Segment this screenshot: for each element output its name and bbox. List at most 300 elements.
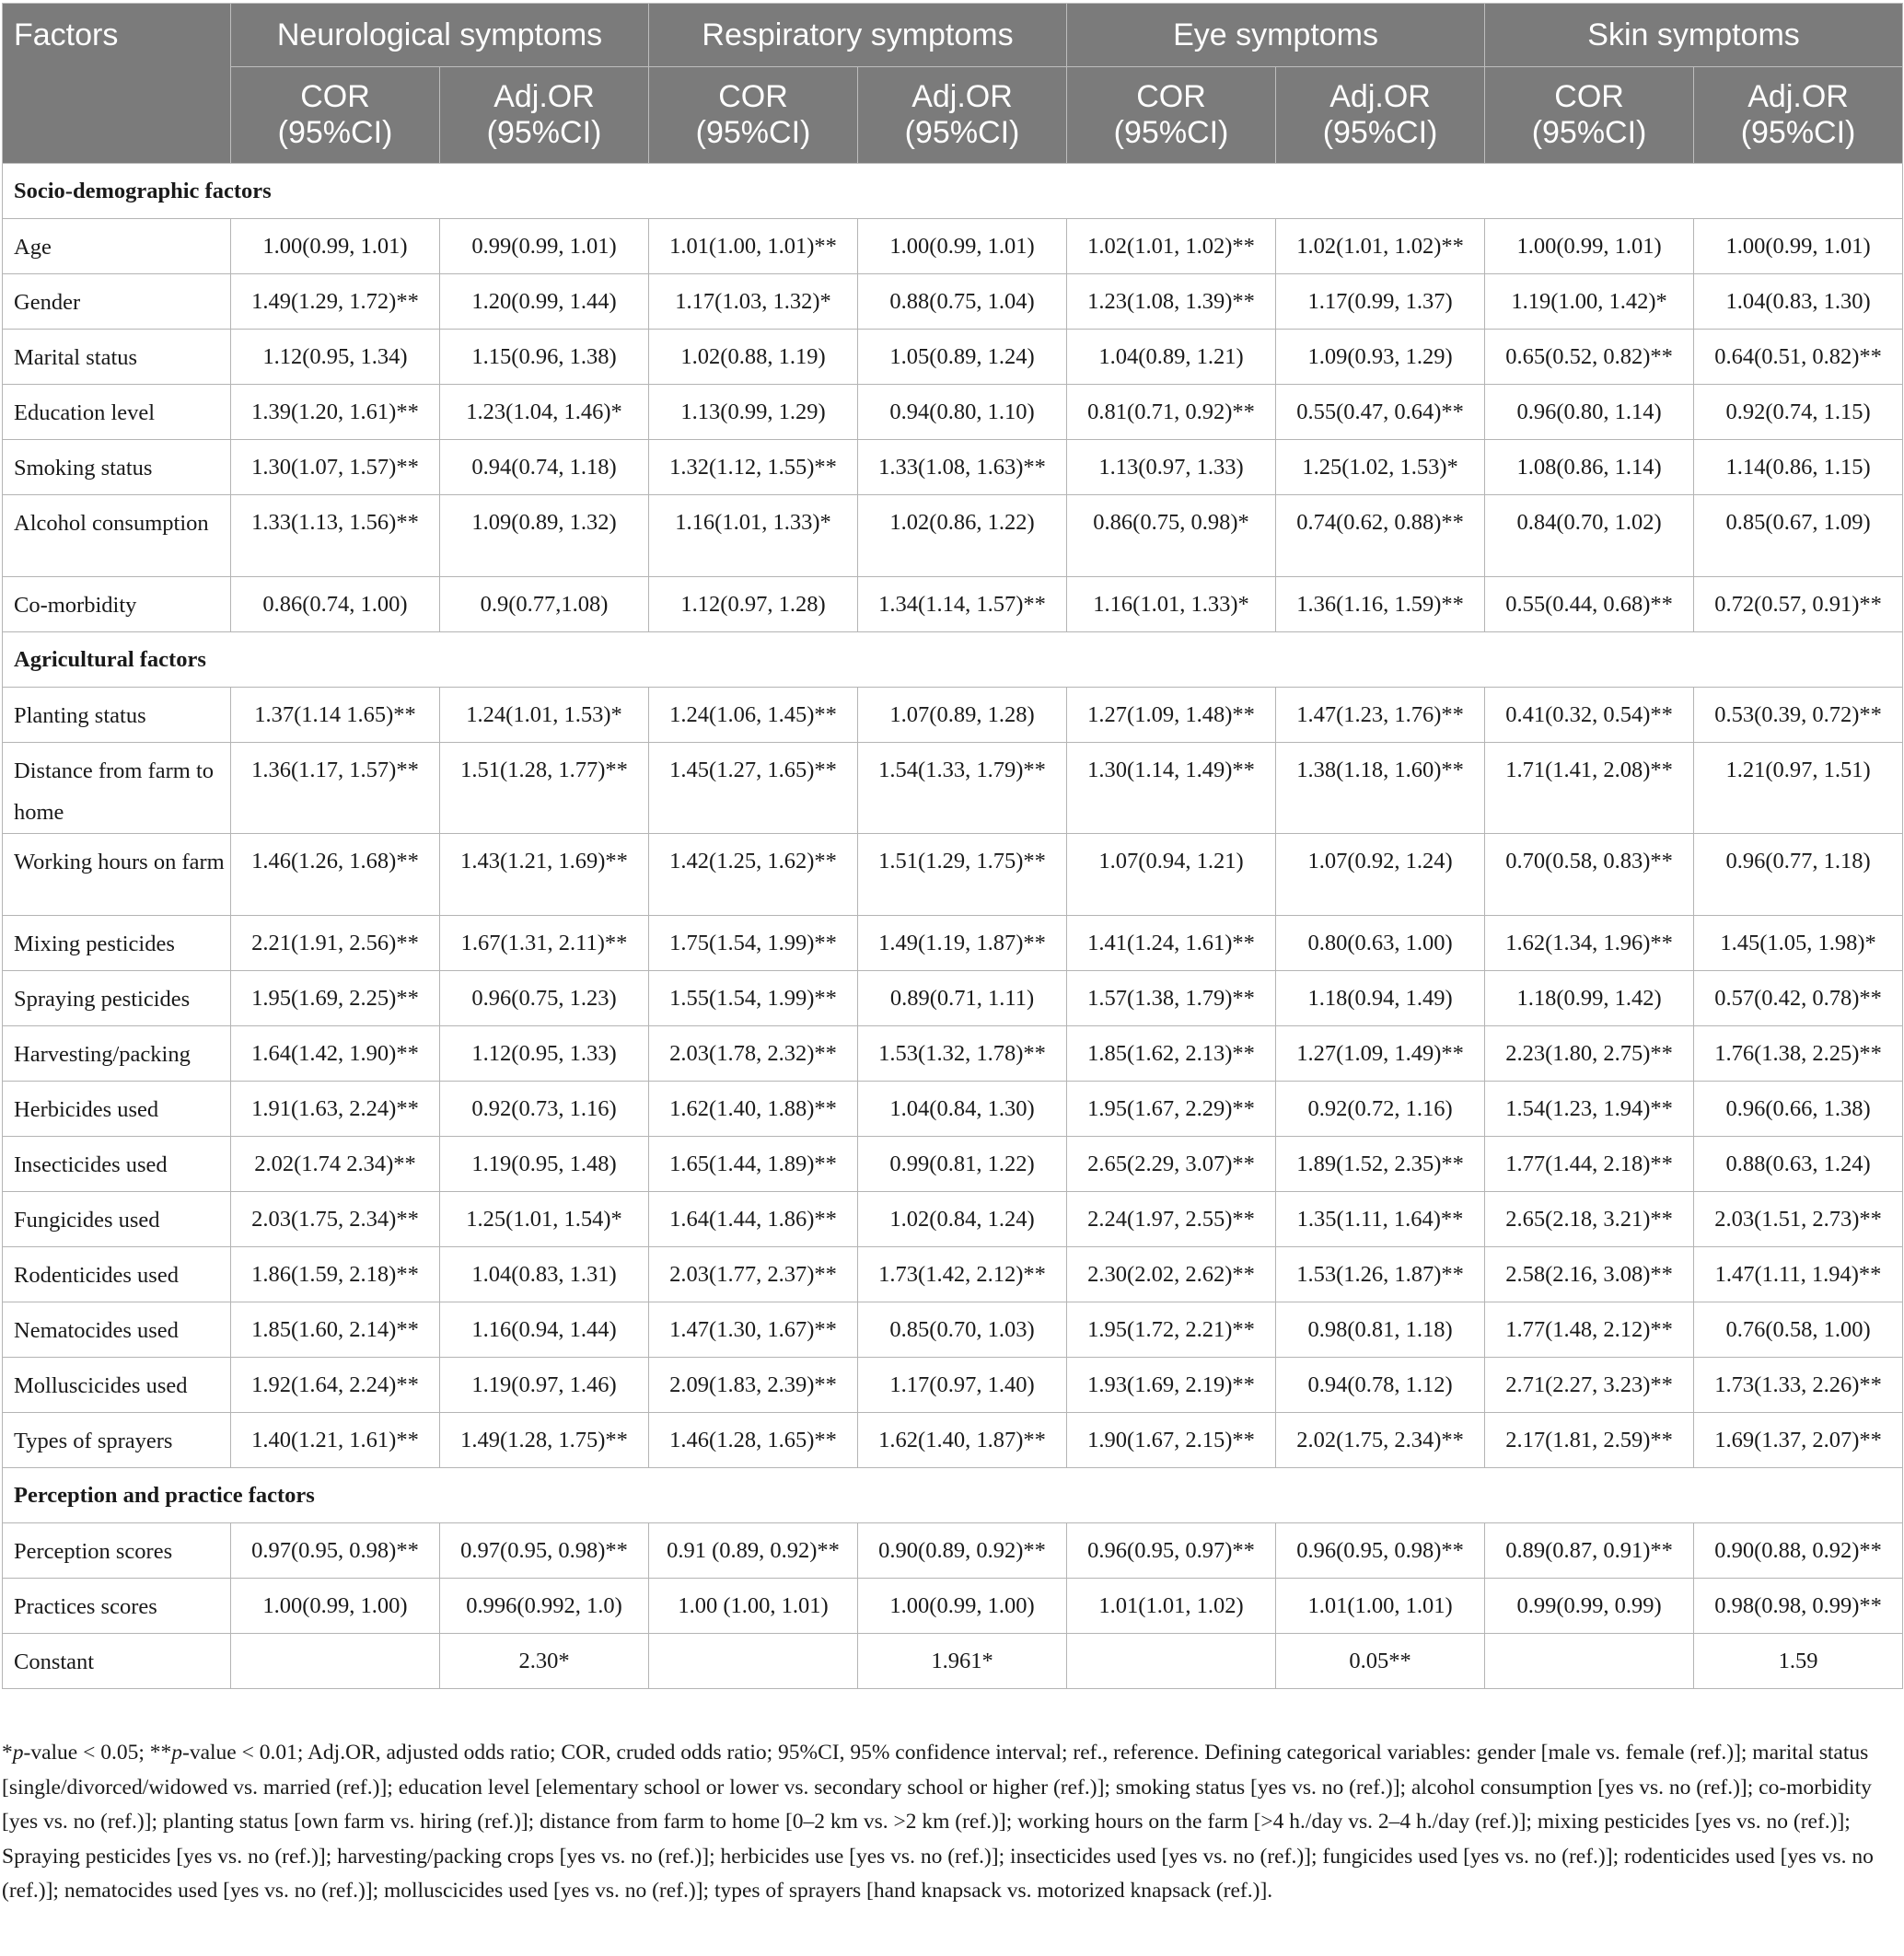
- cell-value: 1.47(1.11, 1.94)**: [1714, 1262, 1882, 1287]
- cell-value: 1.64(1.42, 1.90)**: [251, 1041, 419, 1066]
- cell-value: 1.49(1.29, 1.72)**: [251, 289, 419, 314]
- cell-value: 1.42(1.25, 1.62)**: [669, 849, 837, 874]
- cell-value: 1.90(1.67, 2.15)**: [1087, 1428, 1255, 1453]
- table-cell: [649, 1082, 858, 1137]
- table-cell: [231, 274, 440, 330]
- measure-header-ci: (95%CI): [486, 115, 602, 150]
- table-cell: [1276, 274, 1485, 330]
- cell-value: 0.94(0.78, 1.12): [1307, 1372, 1453, 1397]
- cell-value: 1.47(1.23, 1.76)**: [1296, 702, 1464, 727]
- cell-value: 1.25(1.02, 1.53)*: [1302, 455, 1458, 480]
- measure-header: [858, 67, 1067, 164]
- table-cell: [1067, 577, 1276, 632]
- footnote-part-1: -value < 0.05; **: [23, 1741, 172, 1765]
- table-cell: [440, 1358, 649, 1413]
- table-cell: [440, 1026, 649, 1082]
- table-cell: [440, 1247, 649, 1302]
- footnote-part-2: -value < 0.01; Adj.OR, adjusted odds ratio; COR, cruded odds ratio; 95%CI, 95% confidence interval; ref., reference. Defining categorical variables: gender [male vs. female (ref.)]; marital status [single/divorced/widowed vs. married (ref.)]; education level [elementary school or lower vs. secondary school or higher (ref.)]; smoking status [yes vs. no (ref.)]; alcohol consumption [yes vs. no (ref.)]; co-morbidity [yes vs. no (ref.)]; planting status [own farm vs. hiring (ref.)]; distance from farm to home [0–2 km vs. >2 km (ref.)]; working hours on the farm [>4 h./day vs. 2–4 h./day (ref.)]; mixing pesticides [yes vs. no (ref.)]; Spraying pesticides [yes vs. no (ref.)]; harvesting/packing crops [yes vs. no (ref.)]; herbicides use [yes vs. no (ref.)]; insecticides used [yes vs. no (ref.)]; fungicides used [yes vs. no (ref.)]; rodenticides used [yes vs. no (ref.)]; nematocides used [yes vs. no (ref.)]; molluscicides used [yes vs. no (ref.)]; types of sprayers [hand knapsack vs. motorized knapsack (ref.)].: [2, 1741, 1874, 1903]
- table-cell: [1485, 330, 1694, 385]
- table-cell: [649, 1413, 858, 1468]
- cell-value: 1.55(1.54, 1.99)**: [669, 986, 837, 1011]
- cell-value: 0.88(0.75, 1.04): [889, 289, 1035, 314]
- cell-value: 1.17(0.99, 1.37): [1307, 289, 1453, 314]
- cell-value: 1.51(1.28, 1.77)**: [460, 758, 628, 782]
- cell-value: 1.17(1.03, 1.32)*: [675, 289, 831, 314]
- table-cell: [440, 1579, 649, 1634]
- cell-value: 0.81(0.71, 0.92)**: [1087, 399, 1255, 424]
- table-cell: [649, 330, 858, 385]
- cell-value: 1.51(1.29, 1.75)**: [878, 849, 1046, 874]
- table-cell: [1276, 1026, 1485, 1082]
- cell-value: 0.96(0.80, 1.14): [1516, 399, 1662, 424]
- table-row: [3, 274, 1903, 330]
- cell-value: 1.30(1.14, 1.49)**: [1087, 758, 1255, 782]
- group-header-eye: Eye symptoms: [1067, 4, 1485, 67]
- table-cell: [231, 1579, 440, 1634]
- measure-header-name: Adj.OR: [493, 79, 595, 114]
- row-label: Constant: [3, 1634, 231, 1689]
- header-row-measures: [3, 67, 1903, 164]
- table-cell: [231, 743, 440, 834]
- table-cell: [231, 385, 440, 440]
- table-cell: [649, 577, 858, 632]
- cell-value: 1.27(1.09, 1.48)**: [1087, 702, 1255, 727]
- table-cell: [440, 1634, 649, 1689]
- measure-header: [1067, 67, 1276, 164]
- cell-value: 1.24(1.01, 1.53)*: [466, 702, 622, 727]
- cell-value: 1.40(1.21, 1.61)**: [251, 1428, 419, 1453]
- measure-header: [649, 67, 858, 164]
- table-cell: [1067, 1137, 1276, 1192]
- cell-value: 0.65(0.52, 0.82)**: [1505, 344, 1673, 369]
- cell-value: 1.04(0.89, 1.21): [1098, 344, 1244, 369]
- row-label: Planting status: [3, 688, 231, 743]
- cell-value: 1.73(1.42, 2.12)**: [878, 1262, 1046, 1287]
- table-cell: [649, 1137, 858, 1192]
- table-cell: [231, 577, 440, 632]
- cell-value: 0.96(0.77, 1.18): [1725, 849, 1871, 874]
- cell-value: 0.92(0.72, 1.16): [1307, 1096, 1453, 1121]
- table-cell: [1694, 688, 1903, 743]
- table-cell: [440, 495, 649, 577]
- row-label: Practices scores: [3, 1579, 231, 1634]
- section-title: Perception and practice factors: [3, 1468, 1903, 1523]
- table-cell: [1694, 1082, 1903, 1137]
- table-cell: [1067, 219, 1276, 274]
- table-cell: [231, 916, 440, 971]
- cell-value: 1.54(1.23, 1.94)**: [1505, 1096, 1673, 1121]
- table-cell: [858, 688, 1067, 743]
- table-cell: [649, 440, 858, 495]
- cell-value: 2.65(2.18, 3.21)**: [1505, 1207, 1673, 1232]
- cell-value: 1.19(0.95, 1.48): [471, 1152, 617, 1176]
- table-body: [3, 164, 1903, 1689]
- cell-value: 1.02(1.01, 1.02)**: [1296, 234, 1464, 259]
- table-cell: [1067, 1192, 1276, 1247]
- cell-value: 1.02(1.01, 1.02)**: [1087, 234, 1255, 259]
- cell-value: 2.71(2.27, 3.23)**: [1505, 1372, 1673, 1397]
- measure-header-name: COR: [1554, 79, 1624, 114]
- table-row: [3, 495, 1903, 577]
- table-cell: [1276, 330, 1485, 385]
- cell-value: 1.961*: [931, 1649, 993, 1673]
- row-label: Nematocides used: [3, 1302, 231, 1358]
- cell-value: 1.45(1.05, 1.98)*: [1720, 931, 1876, 955]
- table-cell: [1485, 1523, 1694, 1579]
- cell-value: 1.00(0.99, 1.01): [1725, 234, 1871, 259]
- table-cell: [231, 495, 440, 577]
- cell-value: 1.46(1.26, 1.68)**: [251, 849, 419, 874]
- measure-header-name: Adj.OR: [1329, 79, 1431, 114]
- measure-header-ci: (95%CI): [1113, 115, 1229, 150]
- cell-value: 1.23(1.08, 1.39)**: [1087, 289, 1255, 314]
- table-cell: [1694, 1634, 1903, 1689]
- table-cell: [231, 1247, 440, 1302]
- table-cell: [1276, 1247, 1485, 1302]
- section-title: Socio-demographic factors: [3, 164, 1903, 219]
- cell-value: 1.09(0.93, 1.29): [1307, 344, 1453, 369]
- cell-value: 1.76(1.38, 2.25)**: [1714, 1041, 1882, 1066]
- cell-value: 2.03(1.78, 2.32)**: [669, 1041, 837, 1066]
- table-row: [3, 1247, 1903, 1302]
- table-cell: [858, 1137, 1067, 1192]
- table-cell: [649, 385, 858, 440]
- table-footnote: [2, 1736, 1897, 1909]
- cell-value: 1.01(1.00, 1.01)**: [669, 234, 837, 259]
- cell-value: 1.17(0.97, 1.40): [889, 1372, 1035, 1397]
- cell-value: 1.85(1.62, 2.13)**: [1087, 1041, 1255, 1066]
- table-cell: [858, 330, 1067, 385]
- table-row: [3, 219, 1903, 274]
- table-cell: [649, 834, 858, 916]
- cell-value: 1.33(1.13, 1.56)**: [251, 510, 419, 535]
- cell-value: 0.85(0.67, 1.09): [1725, 510, 1871, 535]
- cell-value: 0.05**: [1349, 1649, 1411, 1673]
- cell-value: 1.00(0.99, 1.00): [262, 1593, 408, 1618]
- table-cell: [858, 1302, 1067, 1358]
- table-cell: [649, 219, 858, 274]
- cell-value: 2.23(1.80, 2.75)**: [1505, 1041, 1673, 1066]
- table-cell: [1694, 743, 1903, 834]
- table-cell: [858, 1358, 1067, 1413]
- table-cell: [858, 834, 1067, 916]
- group-header-respiratory: Respiratory symptoms: [649, 4, 1067, 67]
- table-cell: [1485, 834, 1694, 916]
- table-cell: [1694, 1192, 1903, 1247]
- table-cell: [858, 577, 1067, 632]
- cell-value: 0.70(0.58, 0.83)**: [1505, 849, 1673, 874]
- table-cell: [440, 1302, 649, 1358]
- cell-value: 1.41(1.24, 1.61)**: [1087, 931, 1255, 955]
- measure-header: [1485, 67, 1694, 164]
- cell-value: 0.86(0.74, 1.00): [262, 592, 408, 617]
- measure-header-ci: (95%CI): [904, 115, 1020, 150]
- cell-value: 1.95(1.67, 2.29)**: [1087, 1096, 1255, 1121]
- footnote-p-italic-1: p: [12, 1741, 24, 1765]
- table-cell: [1694, 1579, 1903, 1634]
- table-cell: [1485, 1247, 1694, 1302]
- table-cell: [440, 1137, 649, 1192]
- table-row: [3, 1358, 1903, 1413]
- row-label: Age: [3, 219, 231, 274]
- cell-value: 1.02(0.86, 1.22): [889, 510, 1035, 535]
- table-cell: [1694, 1026, 1903, 1082]
- cell-value: 1.07(0.94, 1.21): [1098, 849, 1244, 874]
- table-cell: [231, 440, 440, 495]
- table-cell: [1485, 1026, 1694, 1082]
- cell-value: 1.54(1.33, 1.79)**: [878, 758, 1046, 782]
- table-cell: [1485, 1413, 1694, 1468]
- table-cell: [1694, 577, 1903, 632]
- cell-value: 1.36(1.16, 1.59)**: [1296, 592, 1464, 617]
- table-cell: [649, 274, 858, 330]
- cell-value: 0.85(0.70, 1.03): [889, 1317, 1035, 1342]
- cell-value: 2.30(2.02, 2.62)**: [1087, 1262, 1255, 1287]
- table-cell: [440, 577, 649, 632]
- cell-value: 1.05(0.89, 1.24): [889, 344, 1035, 369]
- measure-header-name: COR: [1136, 79, 1206, 114]
- cell-value: 0.96(0.95, 0.97)**: [1087, 1538, 1255, 1563]
- cell-value: 0.9(0.77,1.08): [480, 592, 609, 617]
- row-label: Smoking status: [3, 440, 231, 495]
- table-cell: [1694, 1247, 1903, 1302]
- cell-value: 1.13(0.97, 1.33): [1098, 455, 1244, 480]
- footnote-star: *: [2, 1741, 13, 1765]
- cell-value: 1.02(0.88, 1.19): [680, 344, 826, 369]
- table-cell: [1067, 1523, 1276, 1579]
- row-label: Co-morbidity: [3, 577, 231, 632]
- table-cell: [1694, 1358, 1903, 1413]
- table-cell: [1067, 1247, 1276, 1302]
- table-cell: [1485, 1579, 1694, 1634]
- table-row: [3, 834, 1903, 916]
- measure-header-name: Adj.OR: [911, 79, 1013, 114]
- table-cell: [858, 743, 1067, 834]
- cell-value: 2.17(1.81, 2.59)**: [1505, 1428, 1673, 1453]
- table-cell: [1067, 834, 1276, 916]
- table-cell: [440, 916, 649, 971]
- table-cell: [231, 1026, 440, 1082]
- table-cell: [231, 1523, 440, 1579]
- cell-value: 1.77(1.48, 2.12)**: [1505, 1317, 1673, 1342]
- row-label: Fungicides used: [3, 1192, 231, 1247]
- table-cell: [858, 440, 1067, 495]
- cell-value: 0.94(0.74, 1.18): [471, 455, 617, 480]
- table-row: [3, 1192, 1903, 1247]
- table-cell: [440, 330, 649, 385]
- cell-value: 1.16(0.94, 1.44): [471, 1317, 617, 1342]
- cell-value: 1.37(1.14 1.65)**: [254, 702, 416, 727]
- row-label: Perception scores: [3, 1523, 231, 1579]
- cell-value: 1.43(1.21, 1.69)**: [460, 849, 628, 874]
- table-cell: [1067, 1082, 1276, 1137]
- row-label: Education level: [3, 385, 231, 440]
- table-cell: [858, 1634, 1067, 1689]
- cell-value: 1.16(1.01, 1.33)*: [675, 510, 831, 535]
- cell-value: 0.91 (0.89, 0.92)**: [667, 1538, 840, 1563]
- cell-value: 0.94(0.80, 1.10): [889, 399, 1035, 424]
- cell-value: 2.58(2.16, 3.08)**: [1505, 1262, 1673, 1287]
- cell-value: 1.07(0.92, 1.24): [1307, 849, 1453, 874]
- cell-value: 1.21(0.97, 1.51): [1725, 758, 1871, 782]
- group-header-skin: Skin symptoms: [1485, 4, 1903, 67]
- factors-header: Factors: [3, 4, 231, 164]
- cell-value: 1.92(1.64, 2.24)**: [251, 1372, 419, 1397]
- table-cell: [440, 274, 649, 330]
- cell-value: 1.09(0.89, 1.32): [471, 510, 617, 535]
- table-row: [3, 577, 1903, 632]
- cell-value: 0.55(0.44, 0.68)**: [1505, 592, 1673, 617]
- table-cell: [1694, 971, 1903, 1026]
- cell-value: 1.35(1.11, 1.64)**: [1296, 1207, 1464, 1232]
- table-cell: [1067, 1302, 1276, 1358]
- table-cell: [1276, 1413, 1485, 1468]
- cell-value: 0.92(0.73, 1.16): [471, 1096, 617, 1121]
- cell-value: 1.77(1.44, 2.18)**: [1505, 1152, 1673, 1176]
- cell-value: 1.69(1.37, 2.07)**: [1714, 1428, 1882, 1453]
- table-cell: [440, 743, 649, 834]
- cell-value: 0.90(0.89, 0.92)**: [878, 1538, 1046, 1563]
- table-cell: [858, 274, 1067, 330]
- table-cell: [231, 834, 440, 916]
- cell-value: 1.04(0.84, 1.30): [889, 1096, 1035, 1121]
- cell-value: 0.97(0.95, 0.98)**: [251, 1538, 419, 1563]
- table-row: [3, 916, 1903, 971]
- cell-value: 0.88(0.63, 1.24): [1725, 1152, 1871, 1176]
- row-label: Types of sprayers: [3, 1413, 231, 1468]
- cell-value: 1.27(1.09, 1.49)**: [1296, 1041, 1464, 1066]
- table-cell: [1276, 440, 1485, 495]
- cell-value: 0.98(0.81, 1.18): [1307, 1317, 1453, 1342]
- table-cell: [1694, 385, 1903, 440]
- table-cell: [231, 1082, 440, 1137]
- table-cell: [858, 1247, 1067, 1302]
- table-cell: [649, 743, 858, 834]
- cell-value: 1.24(1.06, 1.45)**: [669, 702, 837, 727]
- cell-value: 1.08(0.86, 1.14): [1516, 455, 1662, 480]
- cell-value: 0.84(0.70, 1.02): [1516, 510, 1662, 535]
- cell-value: 2.65(2.29, 3.07)**: [1087, 1152, 1255, 1176]
- cell-value: 1.86(1.59, 2.18)**: [251, 1262, 419, 1287]
- table-cell: [649, 1358, 858, 1413]
- cell-value: 2.02(1.75, 2.34)**: [1296, 1428, 1464, 1453]
- table-cell: [1485, 577, 1694, 632]
- cell-value: 1.34(1.14, 1.57)**: [878, 592, 1046, 617]
- table-header: [3, 4, 1903, 164]
- table-cell: [858, 219, 1067, 274]
- cell-value: 1.14(0.86, 1.15): [1725, 455, 1871, 480]
- cell-value: 1.00 (1.00, 1.01): [678, 1593, 829, 1618]
- row-label: Working hours on farm: [3, 834, 231, 916]
- table-cell: [649, 1302, 858, 1358]
- table-cell: [858, 916, 1067, 971]
- table-cell: [231, 330, 440, 385]
- cell-value: 1.85(1.60, 2.14)**: [251, 1317, 419, 1342]
- table-cell: [1485, 688, 1694, 743]
- cell-value: 0.57(0.42, 0.78)**: [1714, 986, 1882, 1011]
- table-cell: [231, 688, 440, 743]
- cell-value: 1.07(0.89, 1.28): [889, 702, 1035, 727]
- cell-value: 0.98(0.98, 0.99)**: [1714, 1593, 1882, 1618]
- cell-value: 1.59: [1778, 1649, 1818, 1673]
- cell-value: 1.53(1.26, 1.87)**: [1296, 1262, 1464, 1287]
- table-cell: [1485, 1634, 1694, 1689]
- row-label: Alcohol consumption: [3, 495, 231, 577]
- cell-value: 0.89(0.87, 0.91)**: [1505, 1538, 1673, 1563]
- cell-value: 1.62(1.40, 1.87)**: [878, 1428, 1046, 1453]
- table-cell: [440, 440, 649, 495]
- table-cell: [1067, 1358, 1276, 1413]
- table-cell: [1067, 971, 1276, 1026]
- table-cell: [858, 1413, 1067, 1468]
- measure-header-name: COR: [718, 79, 788, 114]
- table-cell: [1694, 916, 1903, 971]
- table-row: [3, 1523, 1903, 1579]
- group-header-neurological: Neurological symptoms: [231, 4, 649, 67]
- cell-value: 1.02(0.84, 1.24): [889, 1207, 1035, 1232]
- table-cell: [1067, 743, 1276, 834]
- row-label: Distance from farm to home: [3, 743, 231, 834]
- table-row: [3, 1413, 1903, 1468]
- cell-value: 1.18(0.94, 1.49): [1307, 986, 1453, 1011]
- cell-value: 2.24(1.97, 2.55)**: [1087, 1207, 1255, 1232]
- table-row: [3, 1082, 1903, 1137]
- table-cell: [1276, 971, 1485, 1026]
- table-cell: [1276, 834, 1485, 916]
- cell-value: 1.45(1.27, 1.65)**: [669, 758, 837, 782]
- table-cell: [858, 1523, 1067, 1579]
- table-row: [3, 1579, 1903, 1634]
- table-cell: [1485, 274, 1694, 330]
- cell-value: 1.16(1.01, 1.33)*: [1093, 592, 1249, 617]
- table-cell: [1276, 743, 1485, 834]
- cell-value: 0.41(0.32, 0.54)**: [1505, 702, 1673, 727]
- table-cell: [231, 971, 440, 1026]
- section-row: [3, 1468, 1903, 1523]
- table-cell: [649, 495, 858, 577]
- table-cell: [1694, 1302, 1903, 1358]
- measure-header-ci: (95%CI): [695, 115, 811, 150]
- cell-value: 0.72(0.57, 0.91)**: [1714, 592, 1882, 617]
- table-row: [3, 688, 1903, 743]
- cell-value: 0.89(0.71, 1.11): [889, 986, 1035, 1011]
- table-cell: [1067, 1634, 1276, 1689]
- cell-value: 0.64(0.51, 0.82)**: [1714, 344, 1882, 369]
- cell-value: 1.19(0.97, 1.46): [471, 1372, 617, 1397]
- cell-value: 1.49(1.28, 1.75)**: [460, 1428, 628, 1453]
- cell-value: 1.25(1.01, 1.54)*: [466, 1207, 622, 1232]
- table-cell: [649, 1523, 858, 1579]
- table-cell: [1694, 495, 1903, 577]
- cell-value: 0.96(0.95, 0.98)**: [1296, 1538, 1464, 1563]
- measure-header-ci: (95%CI): [1322, 115, 1438, 150]
- cell-value: 0.92(0.74, 1.15): [1725, 399, 1871, 424]
- table-cell: [1485, 971, 1694, 1026]
- table-cell: [1485, 219, 1694, 274]
- measure-header-name: COR: [300, 79, 370, 114]
- table-cell: [1276, 1137, 1485, 1192]
- cell-value: 1.73(1.33, 2.26)**: [1714, 1372, 1882, 1397]
- table-row: [3, 1137, 1903, 1192]
- table-cell: [1694, 440, 1903, 495]
- section-row: [3, 164, 1903, 219]
- measure-header-name: Adj.OR: [1747, 79, 1849, 114]
- cell-value: 0.90(0.88, 0.92)**: [1714, 1538, 1882, 1563]
- cell-value: 1.12(0.97, 1.28): [680, 592, 826, 617]
- cell-value: 1.12(0.95, 1.34): [262, 344, 408, 369]
- table-cell: [858, 385, 1067, 440]
- section-row: [3, 632, 1903, 688]
